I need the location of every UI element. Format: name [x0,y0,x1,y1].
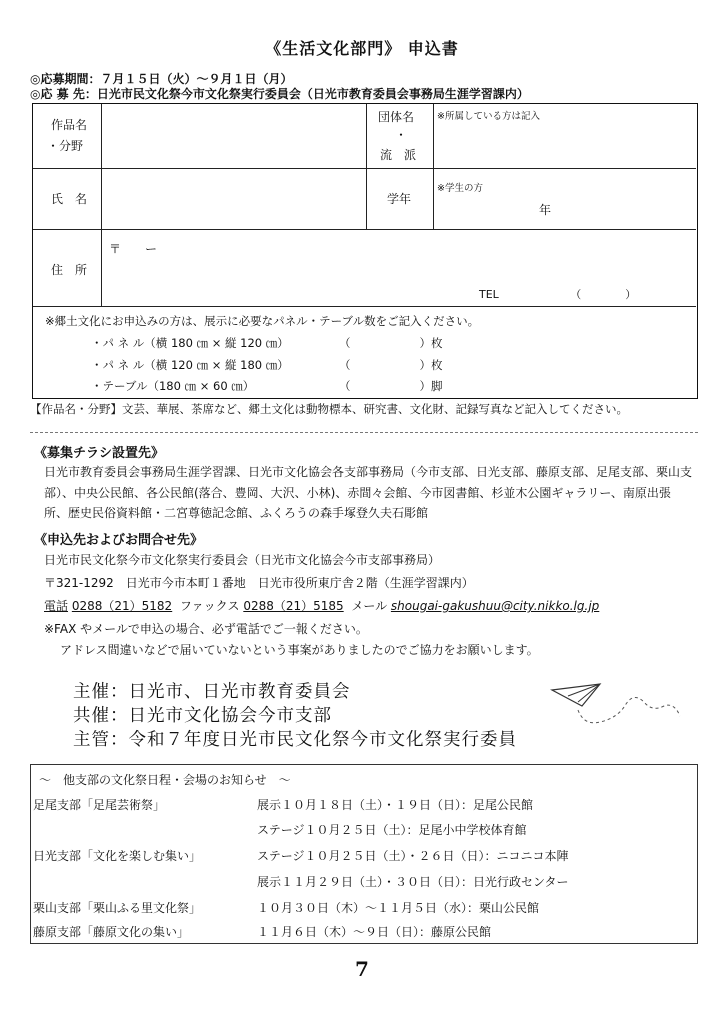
fax-label: ファックス [179,599,240,613]
table-row [91,378,254,394]
page-number: 7 [355,957,369,981]
table-name: ・テーブル（180 ㎝ × 60 ㎝） [91,379,255,393]
group-input[interactable] [435,122,693,166]
tel-field: TEL （ ） [479,288,637,301]
mail-label: メール [351,599,388,613]
work-label: 作品名 [51,118,88,132]
grade-input[interactable] [435,194,535,224]
panel-name: ・パ ネ ル（横 180 ㎝ × 縦 120 ㎝） [91,336,289,350]
other-branches-schedule [30,764,698,944]
name-label: 氏 名 [51,192,88,206]
schedule-detail: ステージ１０月２５日（土）・２６日（日）：ニコニコ本陣 [257,849,569,863]
panel-count-input[interactable]: （ ）枚 [339,336,443,350]
schedule-branch: 日光支部「文化を楽しむ集い」 [33,849,202,863]
schedule-branch: 藤原支部「藤原文化の集い」 [33,925,190,939]
dashed-divider [30,432,698,433]
schedule-branch: 栗山支部「栗山ふる里文化祭」 [33,901,202,915]
field-note: 【作品名・分野】文芸、華展、茶席など、郷土文化は動物標本、研究書、文化財、記録写真など記入してください。 [30,402,628,416]
fax-number[interactable]: 0288（21）5185 [243,599,344,613]
group-note: ※所属している方は記入 [437,111,540,122]
page-title: 《生活文化部門》 申込書 [265,39,459,58]
contact-address: 〒321-1292 日光市今市本町１番地 日光市役所東庁舎２階（生涯学習課内） [44,576,474,590]
panel-row [91,357,289,373]
contact-heading: 《申込先およびお問合せ先》 [34,533,204,548]
schedule-branch: 足尾支部「足尾芸術祭」 [33,798,166,812]
contact-org: 日光市民文化祭今市文化祭実行委員会（日光市文化協会今市支部事務局） [44,553,441,567]
student-note: ※学生の方 [437,183,483,194]
mail-address[interactable]: shougai-gakushuu@city.nikko.lg.jp [390,599,600,613]
contact-note-2: アドレス間違いなどで届いていないという事案がありましたのでご協力をお願いします。 [60,643,539,657]
address-label: 住 所 [51,263,88,277]
cohost: 共催：日光市文化協会今市支部 [73,706,332,726]
panel-name: ・パ ネ ル（横 120 ㎝ × 縦 180 ㎝） [91,358,289,372]
table-count-input[interactable]: （ ）脚 [339,379,443,393]
schedule-detail: 展示１１月２９日（土）・３０日（日）：日光行政センター [257,875,569,889]
panel-row [91,335,289,351]
group-label: 団体名 [378,110,415,124]
field-label: ・分野 [47,139,84,153]
schedule-detail: ステージ１０月２５日（土）：足尾小中学校体育館 [257,823,527,837]
address-input[interactable] [103,254,693,284]
application-destination: ◎応 募 先：日光市民文化祭今市文化祭実行委員会（日光市教育委員会事務局生涯学習課内） [30,87,529,101]
schedule-heading: ～ 他支部の文化祭日程・会場のお知らせ ～ [39,773,291,787]
paper-plane-icon [548,676,688,738]
school-label: 流 派 [380,148,417,162]
schedule-detail: １０月３０日（木）～１１月５日（水）：栗山公民館 [257,901,540,915]
manager: 主管：令和７年度日光市民文化祭今市文化祭実行委員 [73,730,517,750]
application-period: ◎応募期間：７月１５日（火）～９月１日（月） [30,72,293,86]
group-label-dot: ・ [395,128,408,142]
contact-note-1: ※FAX やメールで申込の場合、必ず電話でご一報ください。 [44,622,368,636]
tel-label: 電話 [44,599,69,613]
grade-label: 学年 [387,192,412,206]
panel-count-input[interactable]: （ ）枚 [339,358,443,372]
flyer-heading: 《募集チラシ設置先》 [34,446,165,461]
flyer-locations: 日光市教育委員会事務局生涯学習課、日光市文化協会各支部事務局（今市支部、日光支部、藤原支部、足尾支部、栗山支部）、中央公民館、各公民館(落合、豊岡、大沢、小林)、赤間々会館、今市図書館、杉並木公園ギャラリー、南原出張所、歴史民俗資料館・二宮尊徳記念館、ふくろうの森手塚登久夫石彫館 [44,465,693,520]
postal-mark: 〒 ー [109,242,158,256]
name-input[interactable] [103,170,364,227]
grade-unit: 年 [539,203,552,217]
tel-number[interactable]: 0288（21）5182 [71,599,173,613]
host: 主催：日光市、日光市教育委員会 [73,682,351,702]
panel-note: ※郷土文化にお申込みの方は、展示に必要なパネル・テーブル数をご記入ください。 [45,314,480,328]
application-form [32,103,698,399]
schedule-detail: １１月６日（木）～９日（日）：藤原公民館 [257,925,492,939]
contact-line [44,597,599,614]
work-input[interactable] [103,106,364,166]
schedule-detail: 展示１０月１８日（土）・１９日（日）：足尾公民館 [257,798,534,812]
